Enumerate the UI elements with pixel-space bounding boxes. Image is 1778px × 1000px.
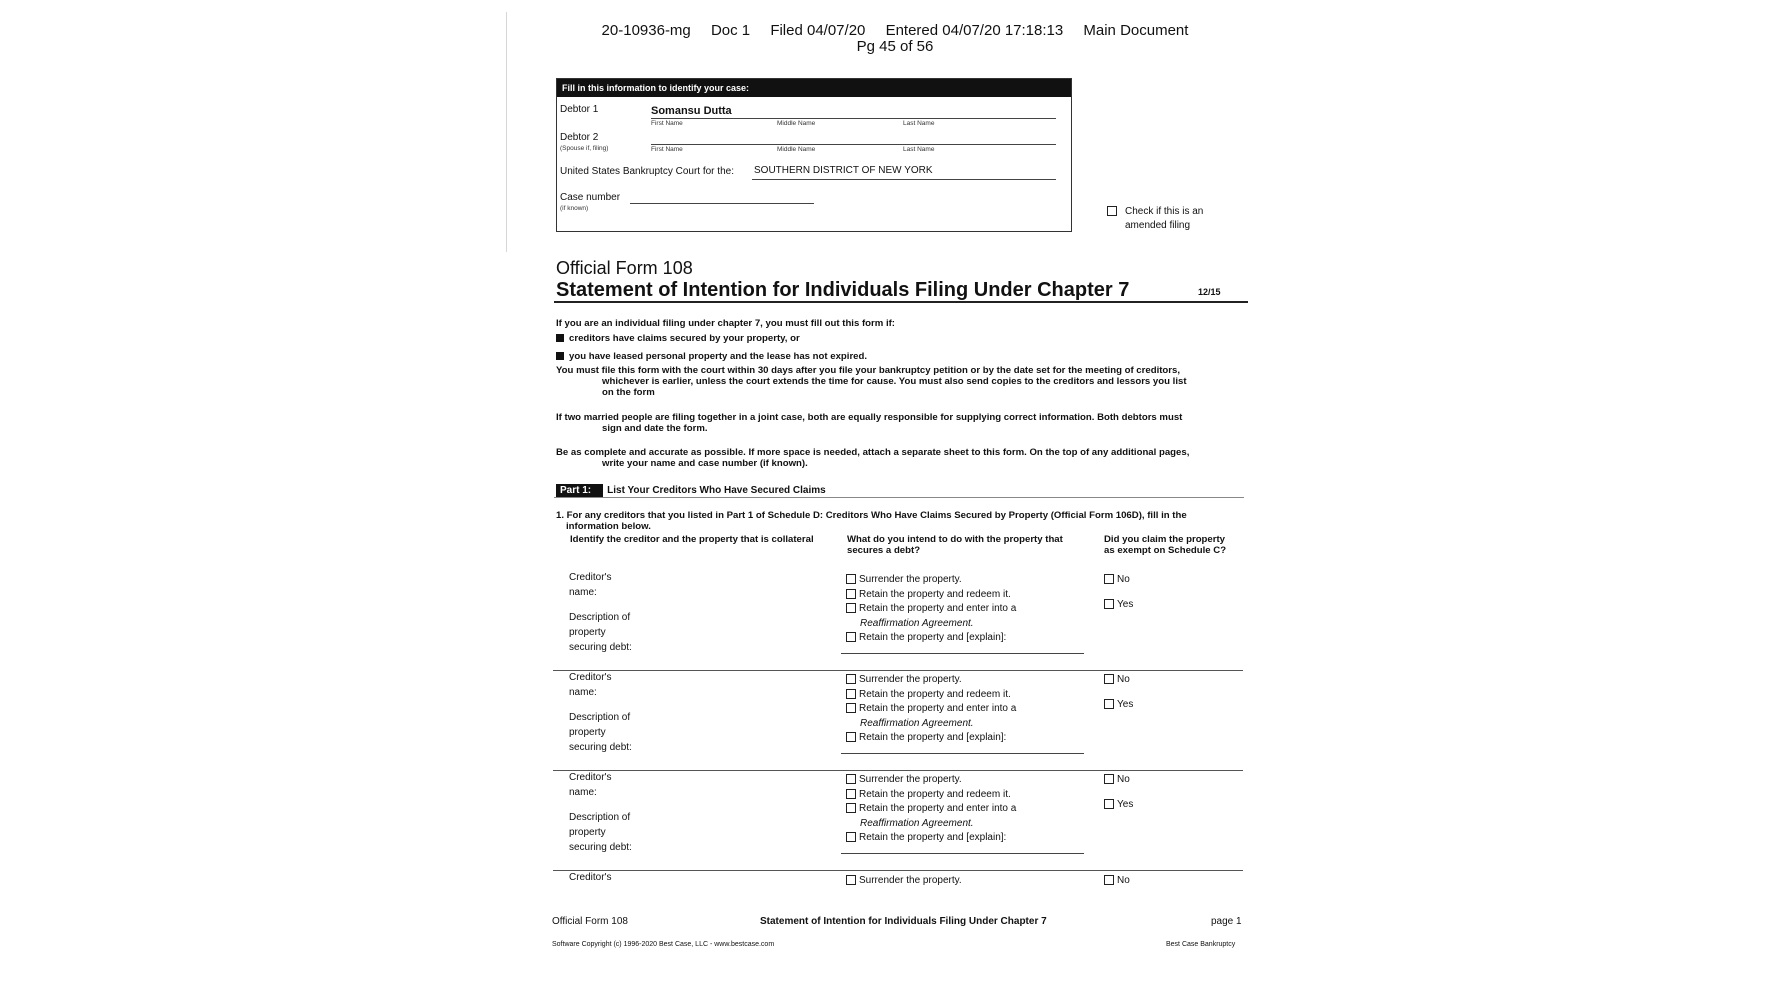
question-1: 1. For any creditors that you listed in Part 1 of Schedule D: Creditors Who Have Claims Secured by Property (Official Form 106D), fill in the information below.: [556, 510, 1187, 532]
bullet-icon: [556, 334, 564, 342]
creditor-row-3-intent-options: Surrender the property. Retain the property and redeem it. Retain the property and enter into a Reaffirmation Agreement. Retain the property and [explain]:: [846, 773, 1016, 846]
amended-filing-checkbox[interactable]: [1107, 206, 1117, 216]
creditor-row-4-exempt: [1104, 874, 1130, 889]
creditor-row-2-intent-options: Surrender the property. Retain the property and redeem it. Retain the property and enter into a Reaffirmation Agreement. Retain the property and [explain]:: [846, 673, 1016, 746]
redeem-checkbox[interactable]: [846, 689, 856, 699]
exempt-yes-option[interactable]: Yes: [1104, 698, 1133, 713]
col-header-intent: What do you intend to do with the property that secures a debt?: [847, 534, 1063, 556]
surrender-checkbox[interactable]: [846, 674, 856, 684]
explain-checkbox[interactable]: [846, 632, 856, 642]
form-version-date: 12/15: [1198, 287, 1221, 297]
debtor2-middle-name-caption: Middle Name: [777, 146, 816, 153]
creditor-row-1-intent-options: Surrender the property. Retain the property and redeem it. Retain the property and enter into a Reaffirmation Agreement. Retain the property and [explain]:: [846, 573, 1016, 646]
scan-edge-line: [506, 12, 507, 252]
case-box-title: Fill in this information to identify your case:: [557, 79, 1071, 97]
part1-rule: [554, 497, 1244, 498]
footer-copyright: Software Copyright (c) 1996-2020 Best Case, LLC - www.bestcase.com: [552, 941, 775, 948]
redeem-option[interactable]: Retain the property and redeem it.: [846, 588, 1016, 603]
part1-title: List Your Creditors Who Have Secured Claims: [607, 485, 826, 496]
footer-vendor: Best Case Bankruptcy: [1166, 941, 1236, 948]
surrender-checkbox[interactable]: [846, 774, 856, 784]
document-type: Main Document: [1083, 22, 1189, 39]
form-title: Statement of Intention for Individuals Filing Under Chapter 7: [556, 279, 1130, 301]
row-separator: [553, 770, 1243, 771]
debtor1-last-name-caption: Last Name: [903, 120, 935, 127]
surrender-option[interactable]: Surrender the property.: [846, 573, 1016, 588]
creditor-row-1-exempt: [1104, 573, 1133, 612]
row-separator: [553, 670, 1243, 671]
bullet-icon: [556, 352, 564, 360]
exempt-no-checkbox[interactable]: [1104, 774, 1114, 784]
exempt-no-option[interactable]: No: [1104, 773, 1133, 788]
exempt-yes-checkbox[interactable]: [1104, 599, 1114, 609]
reaffirm-checkbox[interactable]: [846, 603, 856, 613]
row-separator: [553, 870, 1243, 871]
filed-date: Filed 04/07/20: [770, 22, 866, 39]
exempt-no-option[interactable]: No: [1104, 573, 1133, 588]
exempt-yes-checkbox[interactable]: [1104, 799, 1114, 809]
creditor-row-2-exempt: [1104, 673, 1133, 712]
col-header-creditor: Identify the creditor and the property that is collateral: [570, 534, 814, 545]
explain-field[interactable]: [841, 853, 1084, 854]
reaffirm-checkbox[interactable]: [846, 703, 856, 713]
part1-label: Part 1:: [556, 484, 603, 497]
amended-line2: amended filing: [1125, 220, 1191, 231]
exempt-no-option[interactable]: No: [1104, 673, 1133, 688]
explain-option[interactable]: Retain the property and [explain]:: [846, 631, 1016, 646]
joint-case-text: If two married people are filing together in a joint case, both are equally responsible for supplying correct information. Both debtors must sign and date the form.: [556, 412, 1183, 434]
debtor2-name-field[interactable]: [651, 144, 1056, 145]
redeem-option[interactable]: Retain the property and redeem it.: [846, 788, 1016, 803]
explain-checkbox[interactable]: [846, 732, 856, 742]
explain-checkbox[interactable]: [846, 832, 856, 842]
creditor-row-4-intent-options: [846, 874, 962, 889]
case-number-field[interactable]: [630, 203, 814, 204]
reaffirm-checkbox[interactable]: [846, 803, 856, 813]
exempt-no-checkbox[interactable]: [1104, 574, 1114, 584]
debtor1-middle-name-caption: Middle Name: [777, 120, 816, 127]
exempt-no-option[interactable]: No: [1104, 874, 1130, 889]
footer-form-number: Official Form 108: [552, 916, 628, 927]
creditor-row-1-labels: Creditor's name: Description of property securing debt:: [569, 572, 632, 653]
exempt-yes-checkbox[interactable]: [1104, 699, 1114, 709]
debtor2-label: Debtor 2: [560, 132, 599, 143]
title-rule: [554, 301, 1248, 303]
debtor1-label: Debtor 1: [560, 104, 599, 115]
court-filing-header: [550, 23, 1240, 55]
amended-filing-option[interactable]: [1107, 205, 1203, 233]
exempt-no-checkbox[interactable]: [1104, 875, 1114, 885]
explain-field[interactable]: [841, 753, 1084, 754]
page-indicator: Pg 45 of 56: [856, 38, 934, 55]
debtor2-last-name-caption: Last Name: [903, 146, 935, 153]
exempt-yes-option[interactable]: Yes: [1104, 798, 1133, 813]
explain-option[interactable]: Retain the property and [explain]:: [846, 731, 1016, 746]
case-number-sublabel: (if known): [560, 205, 589, 212]
reaffirm-option[interactable]: Retain the property and enter into a: [846, 602, 1016, 617]
filing-deadline-text: You must file this form with the court within 30 days after you file your bankruptcy petition or by the date set for the meeting of creditors, whichever is earlier, unless the court extends the time for cause. You must also send copies to the creditors and lessors you list on the form: [556, 365, 1187, 398]
creditor-row-3-exempt: [1104, 773, 1133, 812]
creditor-row-4-labels: Creditor's: [569, 872, 612, 883]
surrender-checkbox[interactable]: [846, 574, 856, 584]
reaffirm-option[interactable]: Retain the property and enter into a: [846, 802, 1016, 817]
case-info-box: [556, 78, 1072, 232]
surrender-option[interactable]: Surrender the property.: [846, 673, 1016, 688]
surrender-option[interactable]: Surrender the property.: [846, 874, 962, 889]
explain-field[interactable]: [841, 653, 1084, 654]
reaffirm-option[interactable]: Retain the property and enter into a: [846, 702, 1016, 717]
debtor1-first-name-caption: First Name: [651, 120, 683, 127]
surrender-option[interactable]: Surrender the property.: [846, 773, 1016, 788]
court-label: United States Bankruptcy Court for the:: [560, 166, 734, 177]
surrender-checkbox[interactable]: [846, 875, 856, 885]
redeem-checkbox[interactable]: [846, 789, 856, 799]
exempt-yes-option[interactable]: Yes: [1104, 598, 1133, 613]
debtor2-first-name-caption: First Name: [651, 146, 683, 153]
case-reference: 20-10936-mg: [601, 22, 691, 39]
completeness-text: Be as complete and accurate as possible. If more space is needed, attach a separate sheet to this form. On the top of any additional pages, write your name and case number (if known).: [556, 447, 1190, 469]
doc-number: Doc 1: [710, 22, 751, 39]
form-number: Official Form 108: [556, 258, 693, 278]
redeem-option[interactable]: Retain the property and redeem it.: [846, 688, 1016, 703]
footer-title: Statement of Intention for Individuals Filing Under Chapter 7: [760, 916, 1047, 927]
debtor1-name[interactable]: Somansu Dutta: [651, 105, 732, 117]
amended-line1: Check if this is an: [1125, 206, 1204, 217]
court-value[interactable]: SOUTHERN DISTRICT OF NEW YORK: [754, 165, 933, 176]
entered-date: Entered 04/07/20 17:18:13: [885, 22, 1064, 39]
explain-option[interactable]: Retain the property and [explain]:: [846, 831, 1016, 846]
instruction-bullet-1: creditors have claims secured by your property, or: [556, 333, 1236, 344]
footer-page: page 1: [1211, 916, 1242, 927]
redeem-checkbox[interactable]: [846, 589, 856, 599]
instruction-bullet-2: you have leased personal property and the lease has not expired.: [556, 351, 1236, 362]
debtor2-sublabel: (Spouse if, filing): [560, 145, 609, 152]
part1-heading: [556, 485, 826, 496]
creditor-row-3-labels: Creditor's name: Description of property securing debt:: [569, 772, 632, 853]
case-number-label: Case number: [560, 192, 621, 203]
creditor-row-2-labels: Creditor's name: Description of property securing debt:: [569, 672, 632, 753]
exempt-no-checkbox[interactable]: [1104, 674, 1114, 684]
col-header-exempt: Did you claim the property as exempt on Schedule C?: [1104, 534, 1227, 556]
instructions-intro: If you are an individual filing under chapter 7, you must fill out this form if:: [556, 318, 896, 329]
